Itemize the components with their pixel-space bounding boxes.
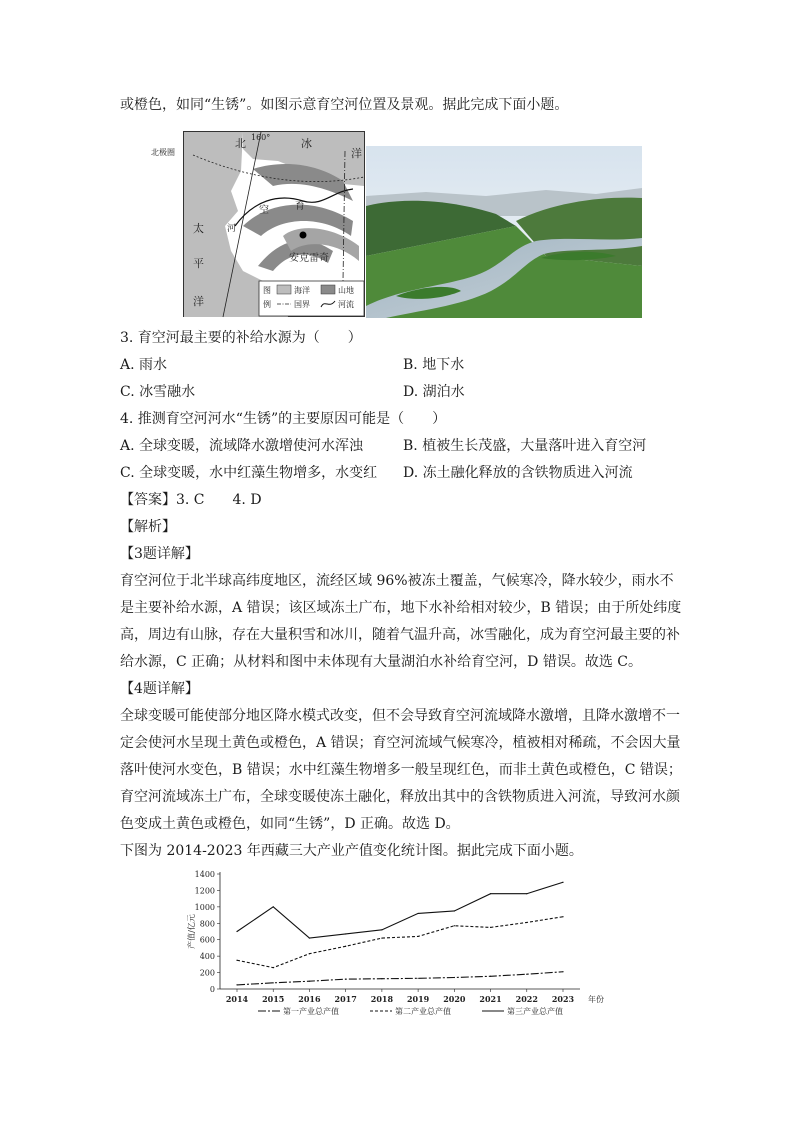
series-2-point: [345, 946, 346, 947]
q3-option-d: D. 湖泊水: [403, 384, 465, 400]
series-1-point: [309, 981, 310, 982]
ocean-north-3: 洋: [351, 147, 362, 160]
series-1-point: [490, 976, 491, 977]
ocean-north-2: 冰: [301, 137, 312, 150]
legend-mountain-label: 山地: [338, 286, 354, 295]
series-2-point: [526, 922, 527, 923]
river-char-1: 育: [295, 201, 305, 212]
series-2-point: [418, 936, 419, 937]
series-line-2: [237, 917, 563, 968]
series-1-point: [418, 978, 419, 979]
ocean-pacific-3: 洋: [193, 295, 204, 308]
q4-option-b: B. 植被生长茂盛，大量落叶进入育空河: [403, 438, 647, 454]
legend-title-2: 例: [263, 300, 271, 309]
series-2-point: [236, 960, 237, 961]
series-3-point: [236, 931, 237, 932]
series-3-point: [309, 937, 310, 938]
detail3-heading: 【3题详解】: [120, 546, 199, 562]
x-tick-label: 2019: [406, 994, 430, 1004]
y-tick-label: 0: [209, 985, 215, 994]
q4-option-a: A. 全球变暖，流域降水激增使河水浑浊: [120, 438, 364, 454]
legend-label-1: 第一产业总产值: [283, 1007, 339, 1016]
series-2-point: [381, 937, 382, 938]
analysis-heading: 【解析】: [120, 519, 176, 535]
city-label: 安克雷奇: [289, 253, 329, 264]
yukon-map-svg: [151, 131, 365, 317]
detail4-line-4: 育空河流域冻土广布，全球变暖使冻土融化，释放出其中的含铁物质进入河流，导致河水颜: [120, 789, 680, 805]
detail3-line-1: 育空河位于北半球高纬度地区，流经区域 96%被冻土覆盖，气候寒冷，降水较少，雨水不: [120, 573, 674, 589]
series-line-1: [237, 972, 563, 985]
legend-ocean-label: 海洋: [294, 286, 310, 295]
series-1-point: [273, 982, 274, 983]
x-tick-label: 2022: [515, 994, 538, 1004]
q3-stem: 3. 育空河最主要的补给水源为（ ）: [120, 330, 362, 346]
x-tick-label: 2015: [262, 994, 285, 1004]
q3-option-a: A. 雨水: [120, 357, 168, 373]
arctic-circle-label: 北极圈: [151, 148, 175, 157]
legend-label-3: 第三产业总产值: [507, 1007, 563, 1016]
y-tick-label: 1400: [194, 870, 215, 879]
detail4-line-5: 色变成土黄色或橙色，如同“生锈”，D 正确。故选 D。: [120, 816, 460, 832]
detail4-line-2: 定会使河水呈现土黄色或橙色，A 错误；育空河流域气候寒冷，植被相对稀疏，不会因大量: [120, 735, 681, 751]
y-tick-label: 1000: [194, 902, 215, 912]
yukon-map: [151, 131, 365, 317]
detail3-line-2: 是主要补给水源，A 错误；该区域冻土广布，地下水补给相对较少，B 错误；由于所处纬度: [120, 600, 682, 616]
ocean-pacific-1: 太: [193, 222, 204, 235]
answer-line: 【答案】3. C 4. D: [120, 492, 262, 508]
series-2-point: [309, 953, 310, 954]
detail3-line-4: 给水源，C 正确；从材料和图中未体现有大量湖泊水补给育空河，D 错误。故选 C。: [120, 654, 642, 670]
legend-label-2: 第二产业总产值: [395, 1007, 451, 1016]
x-tick-label: 2023: [551, 994, 575, 1004]
series-1-point: [454, 977, 455, 978]
x-tick-label: 2017: [334, 994, 357, 1004]
legend-ocean-swatch: [277, 285, 291, 294]
legend-border-label: 国界: [294, 300, 310, 309]
y-tick-label: 1200: [194, 886, 215, 896]
x-tick-label: 2016: [298, 994, 321, 1004]
y-tick-label: 600: [199, 935, 215, 945]
series-1-point: [562, 971, 563, 972]
q4-option-d: D. 冻土融化释放的含铁物质进入河流: [403, 465, 633, 481]
series-3-point: [454, 910, 455, 911]
chart-svg: [180, 868, 650, 1028]
river-char-3: 河: [227, 224, 237, 234]
series-3-point: [418, 913, 419, 914]
ocean-north-1: 北: [235, 137, 246, 150]
x-axis-label: 年份: [588, 995, 604, 1004]
y-tick-label: 400: [199, 952, 215, 962]
series-3-point: [381, 929, 382, 930]
yukon-river-photo: [366, 146, 642, 318]
ocean-pacific-2: 平: [193, 257, 204, 270]
detail4-line-3: 落叶使河水变色，B 错误；水中红藻生物增多一般呈现红色，而非土黄色或橙色，C 错误；: [120, 762, 682, 778]
x-tick-label: 2018: [370, 994, 394, 1004]
legend-river-label: 河流: [338, 300, 354, 309]
detail4-line-1: 全球变暖可能使部分地区降水模式改变，但不会导致育空河流域降水激增，且降水激增不一: [120, 708, 680, 724]
y-tick-label: 800: [199, 919, 215, 929]
y-tick-label: 200: [199, 968, 215, 978]
chart-intro: 下图为 2014-2023 年西藏三大产业产值变化统计图。据此完成下面小题。: [120, 843, 583, 859]
x-tick-label: 2020: [443, 994, 466, 1004]
y-axis-label: 产值/亿元: [187, 914, 196, 949]
lon-label: 160°: [251, 133, 271, 142]
anchorage-dot: [300, 232, 307, 239]
detail3-line-3: 高，周边有山脉，存在大量积雪和冰川，随着气温升高，冰雪融化，成为育空河最主要的补: [120, 627, 680, 643]
series-2-point: [490, 927, 491, 928]
series-line-3: [237, 882, 563, 938]
series-2-point: [273, 967, 274, 968]
series-3-point: [526, 893, 527, 894]
series-3-point: [273, 906, 274, 907]
q3-option-c: C. 冰雪融水: [120, 384, 196, 400]
industry-output-chart: [180, 868, 650, 1028]
river-char-2: 空: [259, 205, 269, 216]
legend-title-1: 图: [263, 286, 271, 295]
landscape-svg: [366, 146, 642, 318]
series-1-point: [236, 984, 237, 985]
q3-option-b: B. 地下水: [403, 357, 465, 373]
series-1-point: [345, 979, 346, 980]
series-2-point: [562, 916, 563, 917]
legend-mountain-swatch: [321, 285, 335, 294]
series-2-point: [454, 925, 455, 926]
x-tick-label: 2014: [225, 994, 249, 1004]
q4-option-c: C. 全球变暖，水中红藻生物增多，水变红: [120, 465, 378, 481]
detail4-heading: 【4题详解】: [120, 681, 199, 697]
series-3-point: [345, 933, 346, 934]
series-3-point: [490, 893, 491, 894]
q4-stem: 4. 推测育空河河水“生锈”的主要原因可能是（ ）: [120, 411, 447, 427]
intro-text: 或橙色，如同“生锈”。如图示意育空河位置及景观。据此完成下面小题。: [120, 97, 569, 113]
series-1-point: [526, 974, 527, 975]
x-tick-label: 2021: [479, 994, 502, 1004]
series-1-point: [381, 978, 382, 979]
series-3-point: [562, 882, 563, 883]
